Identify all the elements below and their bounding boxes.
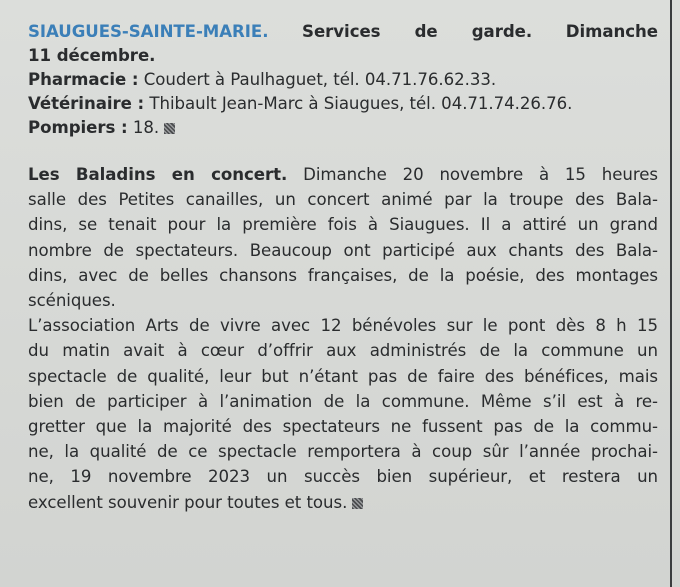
column-rule	[670, 0, 672, 587]
brief-date-part-2: 11 décembre.	[28, 46, 156, 65]
pompiers-value: 18.	[132, 118, 160, 137]
article-p2-line-4: bien de participer à l’animation de la commune. Même s’il est à re-	[28, 391, 658, 411]
article-p1-line-5: dins, avec de belles chansons françaises, de la poésie, des montages	[28, 265, 658, 285]
pompiers-label: Pompiers :	[28, 118, 128, 137]
article-p2-line-1: L’association Arts de vivre avec 12 bénévoles sur le pont dès 8 h 15	[28, 316, 658, 336]
pharmacie-line	[28, 68, 658, 92]
article-p2-line-3: spectacle de qualité, leur but n’étant pas de faire des bénéfices, mais	[28, 366, 658, 386]
services-de-garde-brief	[28, 20, 658, 140]
town-name: SIAUGUES-SAINTE-MARIE.	[28, 22, 269, 41]
article-p2-line-6: ne, la qualité de ce spectacle remportera à coup sûr l’année prochai-	[28, 442, 658, 462]
section-gap	[28, 140, 658, 162]
article-p1-line-2: salle des Petites canailles, un concert animé par la troupe des Bala-	[28, 190, 658, 210]
article-p2-line-8	[28, 490, 658, 515]
end-of-article-mark-icon	[352, 498, 363, 509]
article-p1-line-4: nombre de spectateurs. Beaucoup ont participé aux chants des Bala-	[28, 240, 658, 260]
article-p1-line-3: dins, se tenait pour la première fois à Siaugues. Il a attiré un grand	[28, 215, 658, 235]
end-of-article-mark-icon	[164, 123, 175, 134]
article-p1-line-1: Dimanche 20 novembre à 15 heures	[303, 165, 658, 184]
veterinaire-label: Vétérinaire :	[28, 94, 145, 113]
article-p2-line-7: ne, 19 novembre 2023 un succès bien supérieur, et restera un	[28, 467, 658, 487]
pompiers-line	[28, 116, 658, 140]
article-p2-last-text: excellent souvenir pour toutes et tous.	[28, 492, 348, 512]
article-line-1	[28, 162, 658, 187]
article-title: Les Baladins en concert.	[28, 165, 288, 184]
article-p1-line-6: scéniques.	[28, 291, 116, 311]
article-column	[28, 20, 658, 515]
article-p2-line-2: du matin avait à cœur d’offrir aux administrés de la commune un	[28, 341, 658, 361]
pharmacie-label: Pharmacie :	[28, 70, 139, 89]
brief-heading: Services de garde.	[302, 22, 533, 41]
article-p2-line-5: gretter que la majorité des spectateurs ne fussent pas de la commu-	[28, 417, 658, 437]
veterinaire-value: Thibault Jean-Marc à Siaugues, tél. 04.71.74.26.76.	[149, 94, 573, 113]
brief-headline	[28, 20, 658, 44]
brief-date-part-1: Dimanche	[565, 22, 658, 41]
veterinaire-line	[28, 92, 658, 116]
pharmacie-value: Coudert à Paulhaguet, tél. 04.71.76.62.33.	[143, 70, 497, 89]
concert-article	[28, 162, 658, 515]
